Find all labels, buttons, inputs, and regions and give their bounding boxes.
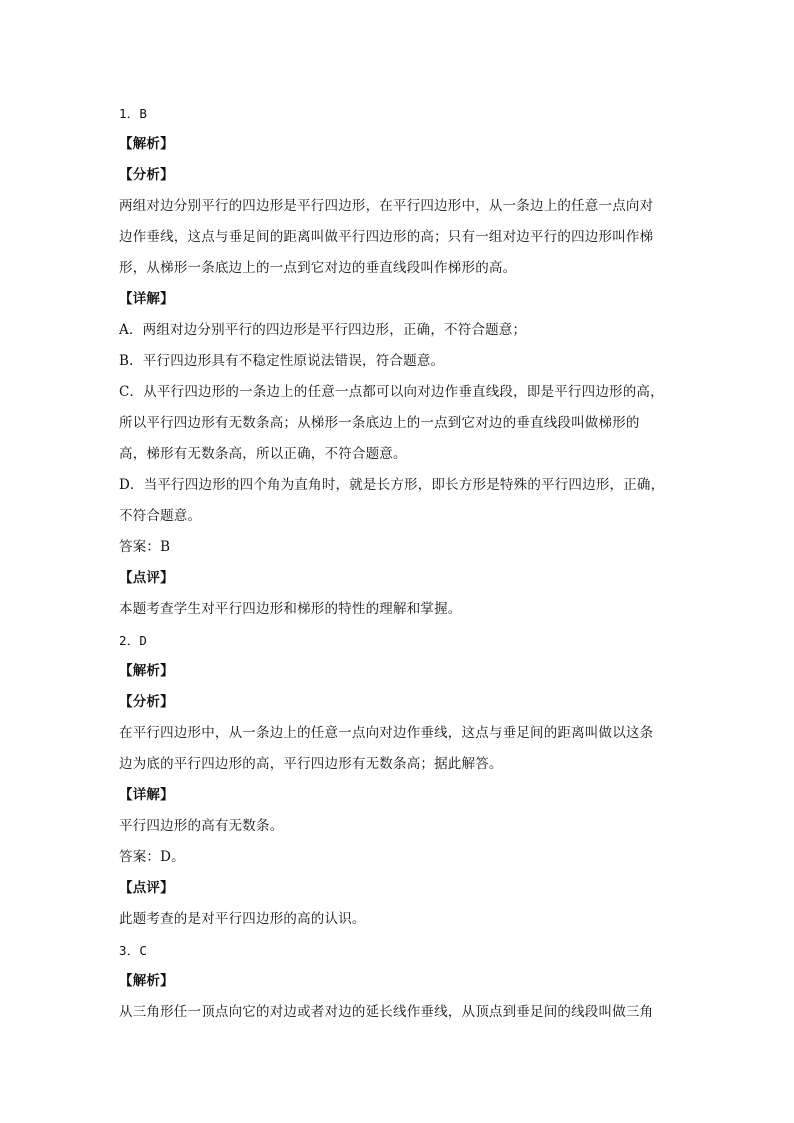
section-heading: 【详解】 xyxy=(119,787,174,803)
text-line: 所以平行四边形有无数条高；从梯形一条底边上的一点到它对边的垂直线段叫做梯形的 xyxy=(119,415,640,431)
document-page xyxy=(119,98,675,1028)
text-line: 本题考查学生对平行四边形和梯形的特性的理解和掌握。 xyxy=(119,601,462,617)
section-heading: 【解析】 xyxy=(119,973,174,989)
section-heading: 【点评】 xyxy=(119,880,174,896)
section-heading: 【分析】 xyxy=(119,694,174,710)
text-line: 形，从梯形一条底边上的一点到它对边的垂直线段叫作梯形的高。 xyxy=(119,260,517,276)
text-line: 答案：B xyxy=(119,539,171,555)
answer-number: 2．D xyxy=(119,633,148,648)
answer-number: 1．B xyxy=(119,106,148,121)
text-line: A．两组对边分别平行的四边形是平行四边形，正确，不符合题意； xyxy=(119,322,527,338)
text-line: 不符合题意。 xyxy=(119,508,202,524)
text-line: 两组对边分别平行的四边形是平行四边形，在平行四边形中，从一条边上的任意一点向对 xyxy=(119,198,654,214)
answer-number: 3．C xyxy=(119,943,148,958)
text-line: 答案：D。 xyxy=(119,849,185,865)
section-heading: 【解析】 xyxy=(119,663,174,679)
text-line: B．平行四边形具有不稳定性原说法错误，符合题意。 xyxy=(119,353,445,369)
section-heading: 【点评】 xyxy=(119,570,174,586)
text-line: 高，梯形有无数条高，所以正确，不符合题意。 xyxy=(119,446,407,462)
text-line: 边作垂线，这点与垂足间的距离叫做平行四边形的高；只有一组对边平行的四边形叫作梯 xyxy=(119,229,654,245)
section-heading: 【分析】 xyxy=(119,167,174,183)
section-heading: 【详解】 xyxy=(119,291,174,307)
text-line: 在平行四边形中，从一条边上的任意一点向对边作垂线，这点与垂足间的距离叫做以这条 xyxy=(119,725,654,741)
text-line: 此题考查的是对平行四边形的高的认识。 xyxy=(119,911,366,927)
text-line: 平行四边形的高有无数条。 xyxy=(119,818,284,834)
text-line: D．当平行四边形的四个角为直角时，就是长方形，即长方形是特殊的平行四边形，正确， xyxy=(119,477,665,493)
section-heading: 【解析】 xyxy=(119,136,174,152)
text-line: C．从平行四边形的一条边上的任意一点都可以向对边作垂直线段，即是平行四边形的高， xyxy=(119,384,664,400)
text-line: 从三角形任一顶点向它的对边或者对边的延长线作垂线，从顶点到垂足间的线段叫做三角 xyxy=(119,1004,654,1020)
text-line: 边为底的平行四边形的高，平行四边形有无数条高；据此解答。 xyxy=(119,756,503,772)
